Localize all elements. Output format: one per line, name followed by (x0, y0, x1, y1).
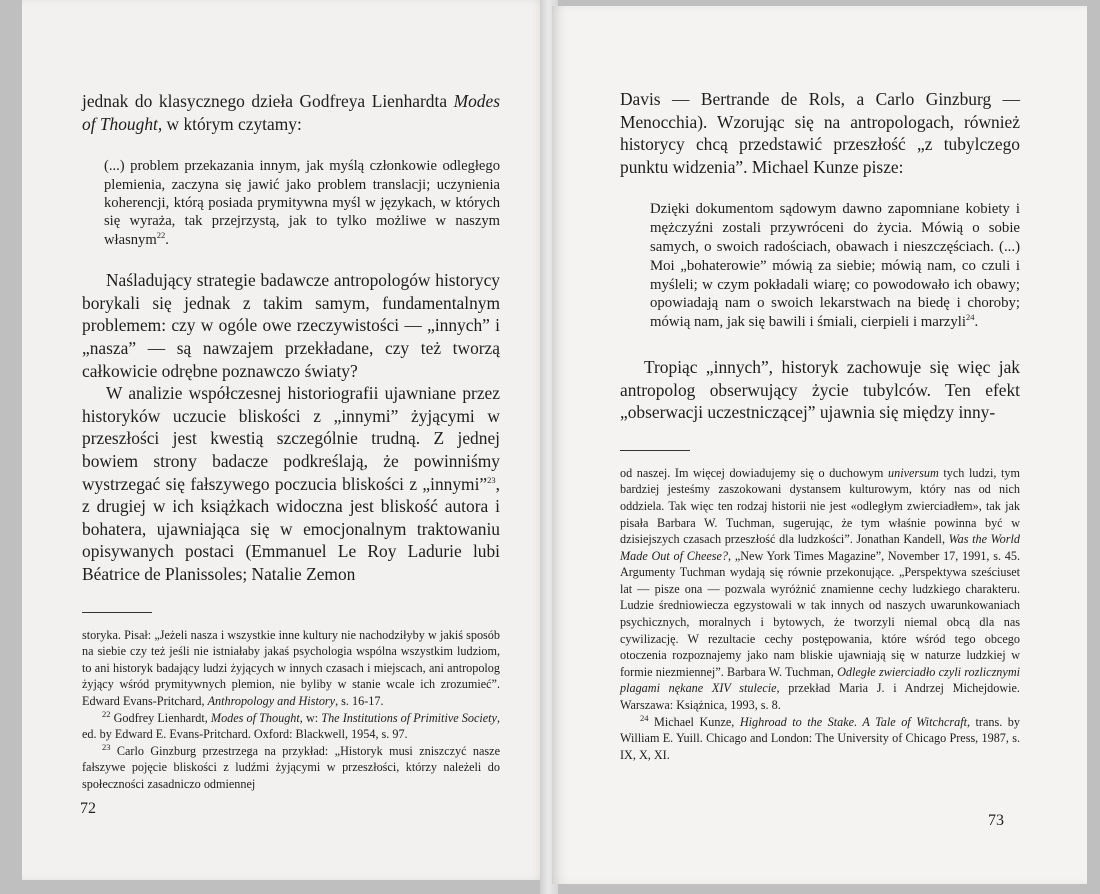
left-block-quote: (...) problem przekazania innym, jak myślą członkowie odległego plemienia, zaczyna się jawić jako problem translacji; uczynienia koherencji, którą posiada prymitywna myśl w językach, w których się wyraża, tak przejrzystą, jak to tylko możliwe w naszym własnym$^{22}$. (104, 158, 500, 248)
footnote-ref-23: 23 (487, 474, 496, 485)
footnote-continuation: storyka. Pisał: „Jeżeli nasza i wszystkie inne kultury nie nachodziłyby w jakiś sposób na siebie czy też jeśli nie istniałaby jakaś psychologia wspólna wszystkim ludziom, to ani historyk badający ludzi żyjących w innych czasach i miejscach, ani antropolog żyjący wśród prymitywnych plemion, nie byliby w stanie wcale ich zrozumieć”. Edward Evans-Pritchard, Anthropology and History, s. 16-17. (82, 627, 500, 708)
left-paragraph-1: Naśladujący strategie badawcze antropologów historycy borykali się jednak z takim samym, fundamentalnym problemem: czy w ogóle owe rzeczywistości — „innych” i „nasza” — są nawzajem przekładane, czy też tworzą całkowicie odrębne poznawczo światy? (82, 270, 500, 381)
page-number: 73 (988, 812, 1004, 829)
right-page (552, 6, 1087, 884)
left-footnotes (82, 627, 500, 793)
page-number: 72 (80, 800, 96, 817)
left-intro: jednak do klasycznego dzieła Godfreya Lienhardta Modes of Thought, w którym czytamy: (82, 91, 500, 134)
right-text-column (620, 88, 1020, 763)
left-paragraph-2: W analizie współczesnej historiografii ujawniane przez historyków uczucie bliskości z „innymi” żyjącymi w przeszłości jest kwestią szczególnie trudną. Z jednej bowiem strony badacze podkreślają, że powinniśmy wystrzegać się fałszywego poczucia bliskości z „innymi”$^{23}$, z drugiej w ich książkach widoczna jest bliskość autora i bohatera, ujawniająca się w emocjonalnym traktowaniu opisywanych postaci (Emmanuel Le Roy Ladurie lubi Béatrice de Planissoles; Natalie Zemon (82, 383, 500, 584)
footnote-22: $^{22}$ Godfrey Lienhardt, Modes of Thought, w: The Institutions of Primitive Society, ed. by Edward E. Evans-Pritchard. Oxford: Blackwell, 1954, s. 97. (82, 708, 501, 742)
footnote-ref-22: 22 (156, 229, 166, 240)
footnote-24: $^{24}$ Michael Kunze, Highroad to the Stake. A Tale of Witchcraft, trans. by William E. Yuill. Chicago and London: The University of Chicago Press, 1987, s. IX, X, XI. (620, 712, 1020, 762)
footnote-separator (82, 612, 152, 613)
right-footnotes (620, 465, 1020, 764)
left-text-column (82, 90, 500, 792)
right-intro: Davis — Bertrande de Rols, a Carlo Ginzburg — Menocchia). Wzorując się na antropologach, również historycy chcą przedstawić przeszłość „z tubylczego punktu widzenia”. Michael Kunze pisze: (620, 89, 1020, 177)
footnote-23-continuation: od naszej. Im więcej dowiadujemy się o duchowym universum tych ludzi, tym bardziej jesteśmy zaszokowani dystansem kulturowym, który nas od nich oddziela. Tak więc ten rodzaj historii nie jest «odległym zwierciadłem», tak jak pisała Barbara W. Tuchman, sugerując, że tym właśnie powinna być w dzisiejszych czasach przeszłość dla ludzkości”. Jonathan Kandell, Was the World Made Out of Cheese?, „New York Times Magazine”, November 17, 1991, s. 45. Argumenty Tuchman wydają się równie przekonujące. „Perspektywa sześciuset lat — pisze ona — pozwala wyróżnić znamienne cechy ludzkiego charakteru. Ludzie średniowiecza egzystowali w tak innych od naszych uwarunkowaniach psychicznych, moralnych i bytowych, że tworzyli niemal obcą dla nas cywilizację. W rezultacie cechy postępowania, które wśród tego obcego otoczenia rozpoznajemy jako nam bliskie ujawniają się w naturze ludzkiej w formie niezmiennej”. Barbara W. Tuchman, Odległe zwierciadło czyli rozlicznymi plagami nękane XIV stulecie, przekład Maria J. i Andrzej Michejdowie. Warszawa: Książnica, 1993, s. 8. (620, 465, 1021, 713)
footnote-23: $^{23}$ Carlo Ginzburg przestrzega na przykład: „Historyk musi zniszczyć nasze fałszywe pojęcie bliskości z ludźmi żyjącymi w przeszłości, którzy należeli do społeczności zasadniczo odmiennej (82, 741, 500, 791)
right-paragraph: Tropiąc „innych”, historyk zachowuje się więc jak antropolog obserwujący życie tubylców. Ten efekt „obserwacji uczestniczącej” ujawnia się między inny- (620, 356, 1020, 423)
right-block-quote: Dzięki dokumentom sądowym dawno zapomniane kobiety i mężczyźni zostali przywróceni do życia. Mówią o sobie samych, o swoich radościach, obawach i nieszczęściach. (...) Moi „bohaterowie” mówią za siebie; mówią nam, co czuli i myśleli; w czym pokładali wiarę; co powodowało ich obawy; opowiadają nam o swoich lekarstwach na biedę i choroby; mówią nam, jak się bawili i śmiali, cierpieli i marzyli$^{24}$. (650, 201, 1020, 331)
footnote-ref-24: 24 (966, 312, 975, 323)
left-page (22, 0, 548, 880)
footnote-separator (620, 450, 690, 451)
